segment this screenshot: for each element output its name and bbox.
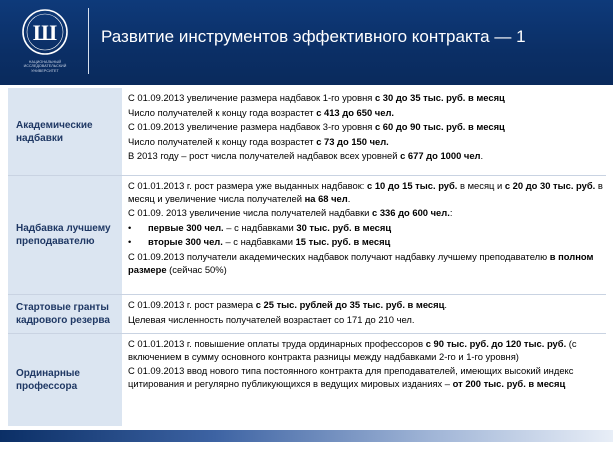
row-label: Академические надбавки xyxy=(8,88,122,175)
list-item: • первые 300 чел. – с надбавками 30 тыс. руб. в месяц xyxy=(128,221,392,233)
text-paragraph: С 01.09. 2013 увеличение числа получателей надбавки с 336 до 600 чел.: xyxy=(128,207,453,219)
text-paragraph: С 01.09.2013 получатели академических надбавок получают надбавку лучшему преподавателю в полном размере (сейчас 50%) xyxy=(128,250,594,275)
page-title: Развитие инструментов эффективного контракта — 1 xyxy=(101,27,526,46)
table-row-academic xyxy=(8,88,606,176)
logo-caption: НАЦИОНАЛЬНЫЙ ИССЛЕДОВАТЕЛЬСКИЙ УНИВЕРСИТЕТ xyxy=(23,60,67,73)
bullet-icon: • xyxy=(128,236,132,248)
text-paragraph: Целевая численность получателей возрастает со 171 до 210 чел. xyxy=(128,313,415,325)
table-row-best-teacher xyxy=(8,176,606,295)
text-paragraph: С 01.09.2013 ввод нового типа постоянного контракта для преподавателей, имеющих высокий индекс цитирования и регулярно публикующихся в ведущих мировых изданиях – от 200 тыс. руб. в месяц xyxy=(128,365,574,389)
svg-text:Ш: Ш xyxy=(32,20,58,45)
text-paragraph: С 01.01.2013 г. повышение оплаты труда ординарных профессоров с 90 тыс. руб. до 120 тыс. руб. (с включением в сумму основного контракта разницы между надбавками 2-го и 1-го уровня) xyxy=(128,338,577,362)
contract-table xyxy=(8,88,606,426)
text-paragraph: С 01.09.2013 г. рост размера с 25 тыс. рублей до 35 тыс. руб. в месяц. xyxy=(128,299,447,310)
table-row-professors xyxy=(8,334,606,426)
text-line: С 01.09.2013 увеличение размера надбавок 1-го уровня с 30 до 35 тыс. руб. в месяц xyxy=(128,92,505,103)
text-line: С 01.09.2013 увеличение размера надбавок 3-го уровня с 60 до 90 тыс. руб. в месяц xyxy=(128,121,505,133)
row-label: Стартовые гранты кадрового резерва xyxy=(8,295,122,333)
list-item: • вторые 300 чел. – с надбавками 15 тыс. руб. в месяц xyxy=(128,236,391,248)
row-content xyxy=(122,176,606,294)
row-content xyxy=(122,88,606,175)
row-content xyxy=(122,334,606,426)
text-line: Число получателей к концу года возрастет с 413 до 650 чел. xyxy=(128,106,394,118)
bullet-icon: • xyxy=(128,221,132,233)
row-label: Надбавка лучшему преподавателю xyxy=(8,176,122,294)
slide-header xyxy=(0,0,613,85)
row-content xyxy=(122,295,606,333)
row-label: Ординарные профессора xyxy=(8,334,122,426)
table-row-start-grants xyxy=(8,295,606,334)
text-line: В 2013 году – рост числа получателей надбавок всех уровней с 677 до 1000 чел. xyxy=(128,150,484,162)
header-divider xyxy=(88,8,89,74)
text-line: Число получателей к концу года возрастет с 73 до 150 чел. xyxy=(128,135,389,147)
text-paragraph: С 01.01.2013 г. рост размера уже выданных надбавок: с 10 до 15 тыс. руб. в месяц и с 20 до 30 тыс. руб. в месяц и увеличение числа получателей на 68 чел. xyxy=(128,180,603,204)
footer-bar xyxy=(0,430,613,442)
